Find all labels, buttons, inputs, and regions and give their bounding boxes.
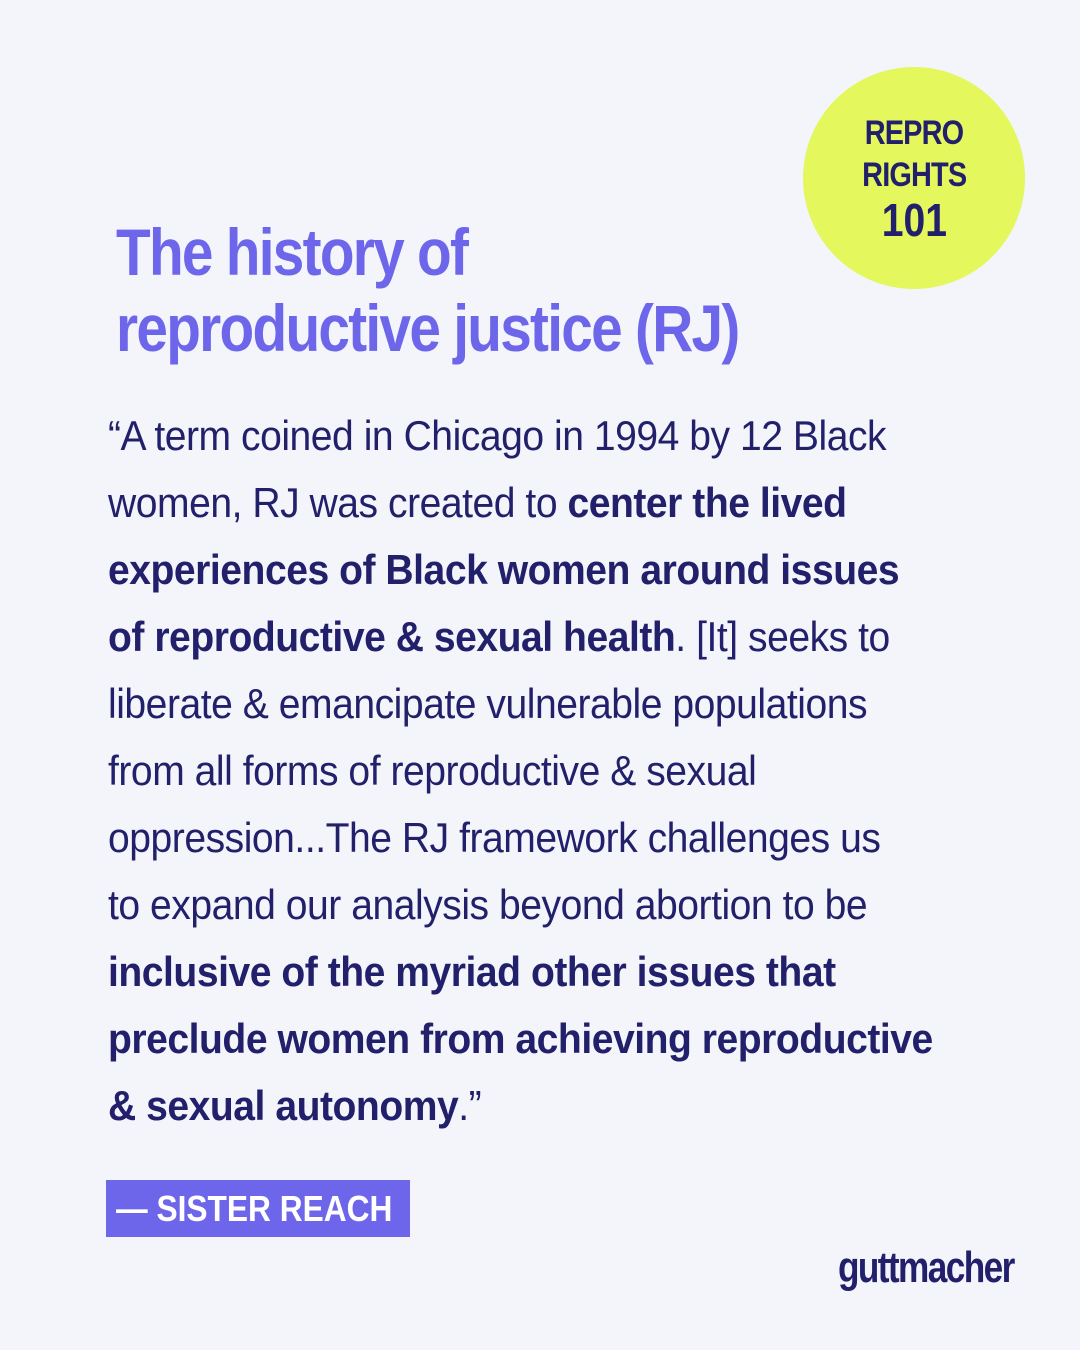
quote-line	[108, 871, 926, 938]
quote-emphasis: center the lived	[567, 479, 847, 526]
quote-emphasis: of reproductive & sexual health	[108, 613, 676, 660]
quote-segment: liberate & emancipate vulnerable populations	[108, 680, 868, 727]
quote-segment: “A term coined in Chicago in 1994 by 12 Black	[108, 412, 887, 459]
quote-line	[108, 402, 926, 469]
quote-emphasis: & sexual autonomy	[108, 1082, 459, 1129]
quote-segment: . [It] seeks to	[675, 613, 890, 660]
repro-rights-101-badge	[803, 67, 1025, 289]
badge-line-101: 101	[881, 194, 947, 246]
quote-emphasis: inclusive of the myriad other issues that	[108, 948, 836, 995]
quote-emphasis: preclude women from achieving reproductive	[108, 1015, 933, 1062]
quote-segment: oppression...The RJ framework challenges us	[108, 814, 881, 861]
quote-segment: from all forms of reproductive & sexual	[108, 747, 757, 794]
quote-line	[108, 938, 926, 1005]
title-line-1: The history of	[116, 215, 468, 289]
quote-line	[108, 1005, 933, 1072]
badge-line-repro: REPRO	[864, 114, 964, 152]
quote-attribution	[106, 1180, 410, 1237]
quote-segment: to expand our analysis beyond abortion to be	[108, 881, 868, 928]
quote-line	[108, 737, 926, 804]
quote-text	[108, 402, 933, 1139]
quote-emphasis: experiences of Black women around issues	[108, 546, 900, 593]
title-line-2: reproductive justice (RJ)	[116, 291, 739, 365]
quote-segment: .”	[458, 1082, 482, 1129]
guttmacher-logo: guttmacher	[838, 1243, 1014, 1292]
page-title	[116, 214, 804, 366]
quote-segment: women, RJ was created to	[108, 479, 568, 526]
attribution-label: — SISTER REACH	[116, 1188, 393, 1229]
quote-line	[108, 1072, 926, 1139]
quote-line	[108, 804, 926, 871]
badge-line-rights: RIGHTS	[861, 156, 967, 194]
quote-line	[108, 670, 926, 737]
quote-line	[108, 536, 926, 603]
quote-line	[108, 469, 926, 536]
quote-line	[108, 603, 926, 670]
